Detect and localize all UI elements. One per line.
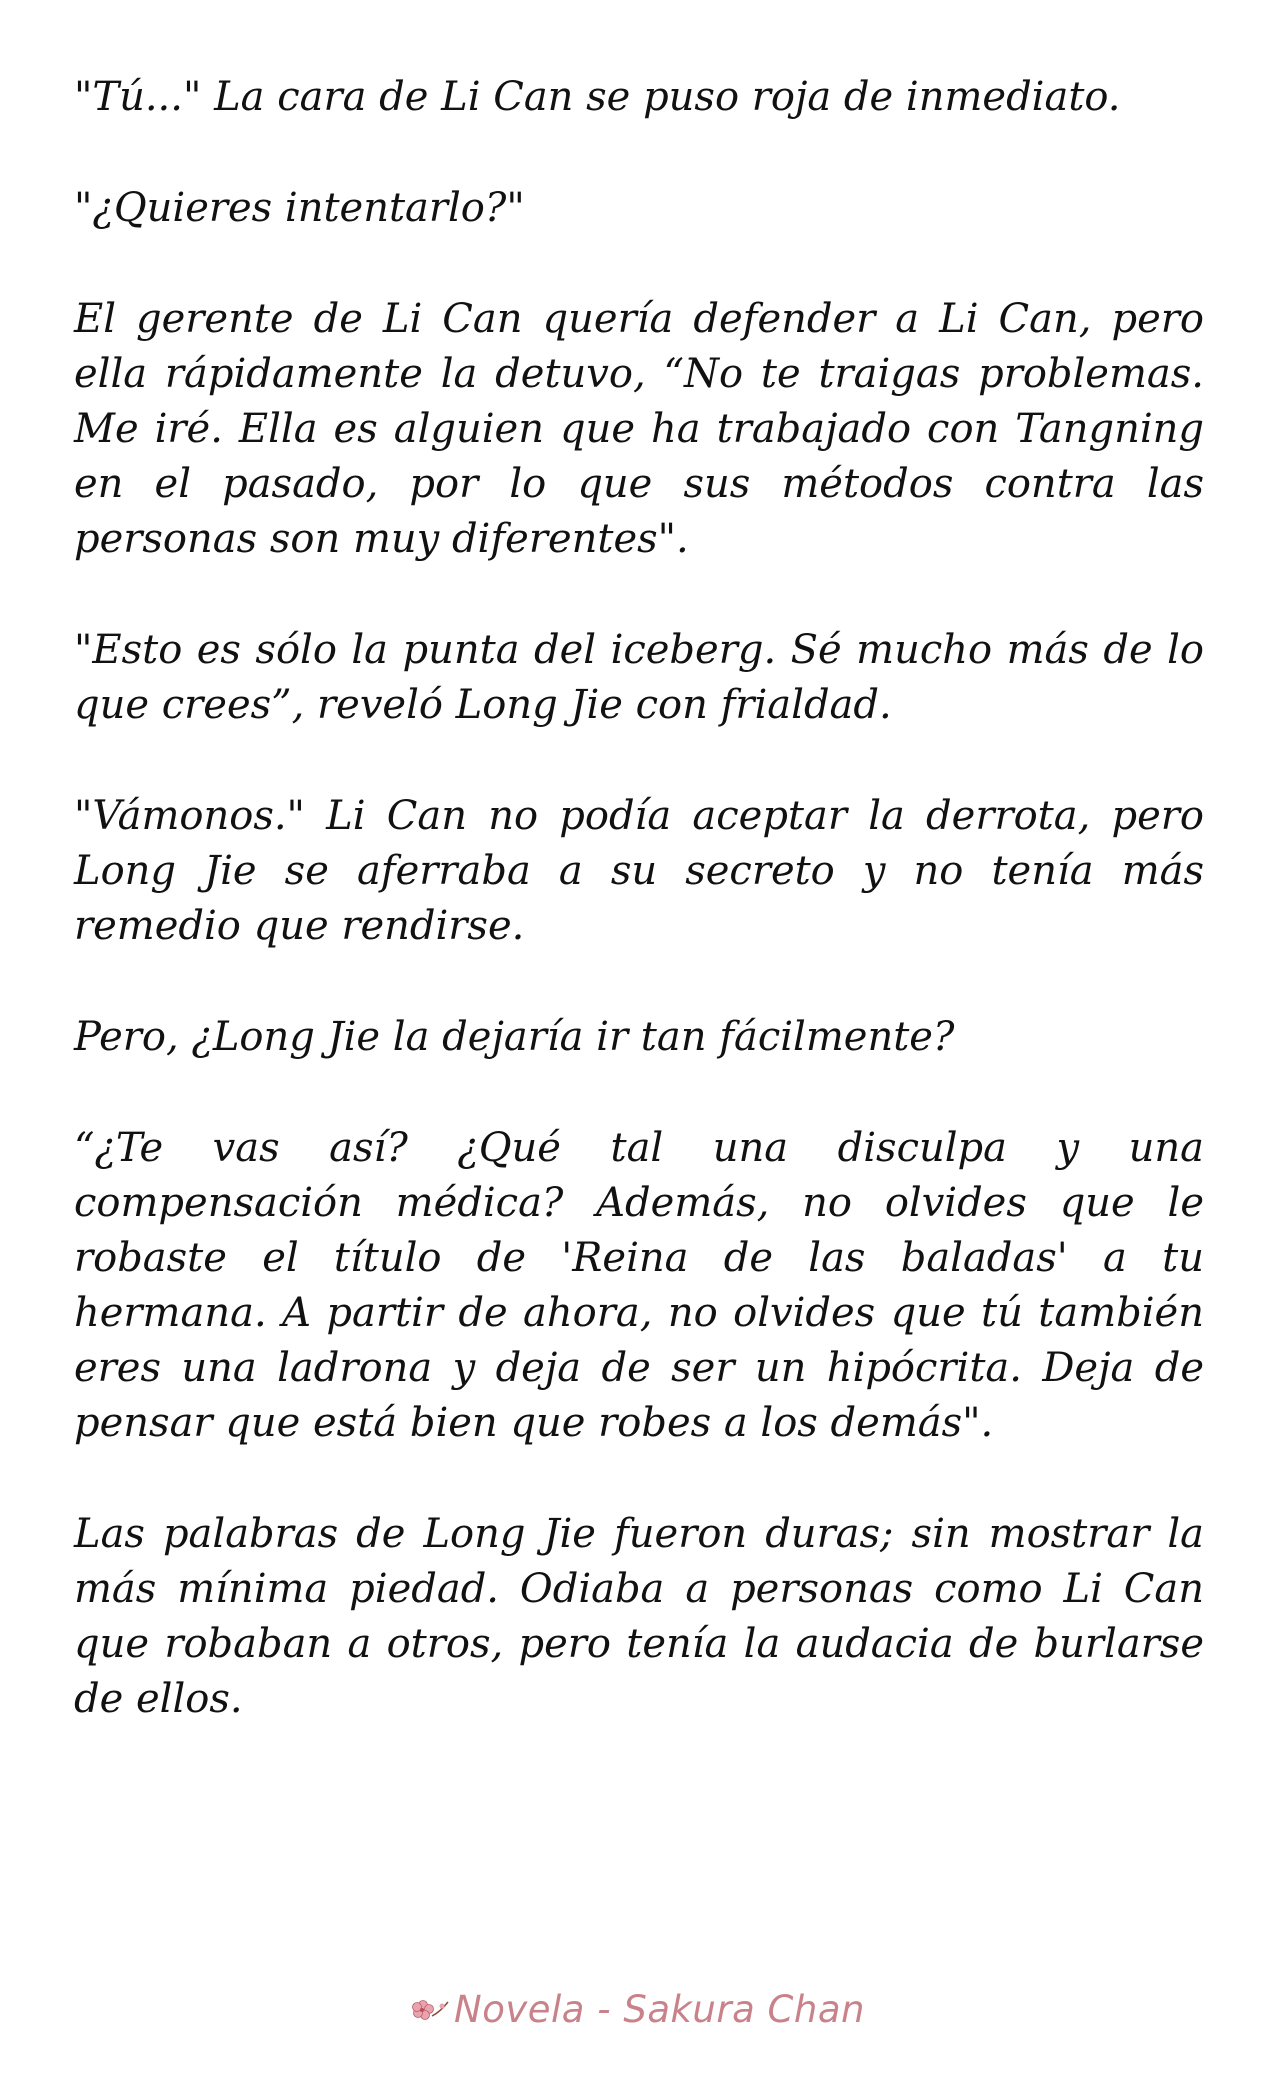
paragraph-1: "Tú..." La cara de Li Can se puso roja de inmediato. bbox=[74, 74, 1121, 120]
paragraph-3: El gerente de Li Can quería defender a Li Can, pero ella rápidamente la detuvo, “No te traigas problemas. Me iré. Ella es alguien que ha trabajado con Tangning en el pasado, por lo que sus métodos contra las personas son muy diferentes". bbox=[74, 296, 1204, 562]
paragraph-8: Las palabras de Long Jie fueron duras; sin mostrar la más mínima piedad. Odiaba a personas como Li Can que robaban a otros, pero tenía la audacia de burlarse de ellos. bbox=[74, 1511, 1204, 1722]
paragraph-4: "Esto es sólo la punta del iceberg. Sé mucho más de lo que crees”, reveló Long Jie con frialdad. bbox=[74, 627, 1204, 728]
paragraph-7: “¿Te vas así? ¿Qué tal una disculpa y una compensación médica? Además, no olvides que le robaste el título de 'Reina de las baladas' a tu hermana. A partir de ahora, no olvides que tú también eres una ladrona y deja de ser un hipócrita. Deja de pensar que está bien que robes a los demás". bbox=[74, 1125, 1204, 1446]
paragraph-5: "Vámonos." Li Can no podía aceptar la derrota, pero Long Jie se aferraba a su secreto y no tenía más remedio que rendirse. bbox=[74, 793, 1204, 949]
paragraph-6: Pero, ¿Long Jie la dejaría ir tan fácilmente? bbox=[74, 1014, 955, 1060]
sakura-blossom-icon bbox=[410, 1992, 450, 2022]
chapter-text bbox=[74, 70, 1204, 1783]
paragraph-2: "¿Quieres intentarlo?" bbox=[74, 185, 525, 231]
watermark-footer bbox=[0, 1988, 1275, 2031]
watermark-text: Novela - Sakura Chan bbox=[454, 1988, 865, 2031]
